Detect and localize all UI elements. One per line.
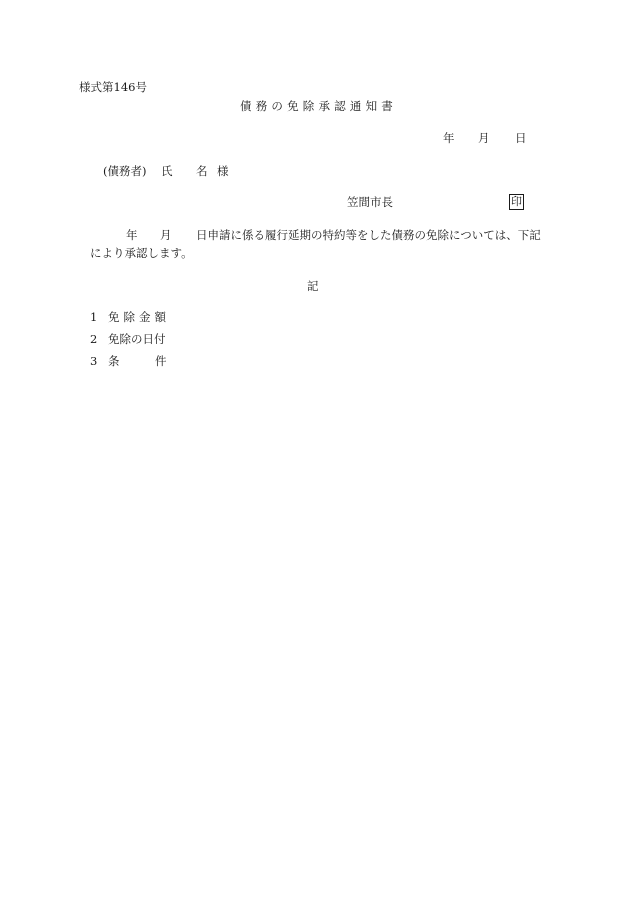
date-line [443, 133, 527, 145]
document-title: 債務の免除承認通知書 [240, 99, 397, 113]
addressee-line [103, 166, 229, 178]
date-month-label: 月 [478, 131, 490, 145]
item-label-part-2: 件 [155, 354, 167, 368]
body-line-1-text: 日申請に係る履行延期の特約等をした債務の免除については、下記 [196, 228, 541, 242]
item-number: 1 [90, 310, 98, 324]
seal-mark: 印 [509, 194, 524, 210]
item-label-part-1: 条 [108, 354, 120, 368]
body-month-label: 月 [160, 228, 172, 242]
name-char-1: 氏 [161, 164, 173, 178]
item-number: 3 [90, 354, 98, 368]
list-item [90, 356, 167, 368]
date-year-label: 年 [443, 131, 455, 145]
date-day-label: 日 [515, 131, 527, 145]
body-year-label: 年 [126, 228, 138, 242]
list-item [90, 334, 166, 346]
item-label: 免除金額 [108, 310, 170, 324]
item-number: 2 [90, 332, 98, 346]
ki-heading: 記 [307, 279, 319, 293]
debtor-label: (債務者) [103, 164, 147, 178]
honorific: 様 [217, 164, 229, 178]
body-line-1 [126, 230, 541, 242]
item-label: 免除の日付 [108, 332, 166, 346]
issuer-name: 笠間市長 [347, 195, 393, 209]
body-line-2: により承認します。 [90, 246, 193, 260]
form-number: 様式第146号 [79, 80, 147, 94]
name-char-2: 名 [196, 164, 208, 178]
list-item [90, 312, 170, 324]
